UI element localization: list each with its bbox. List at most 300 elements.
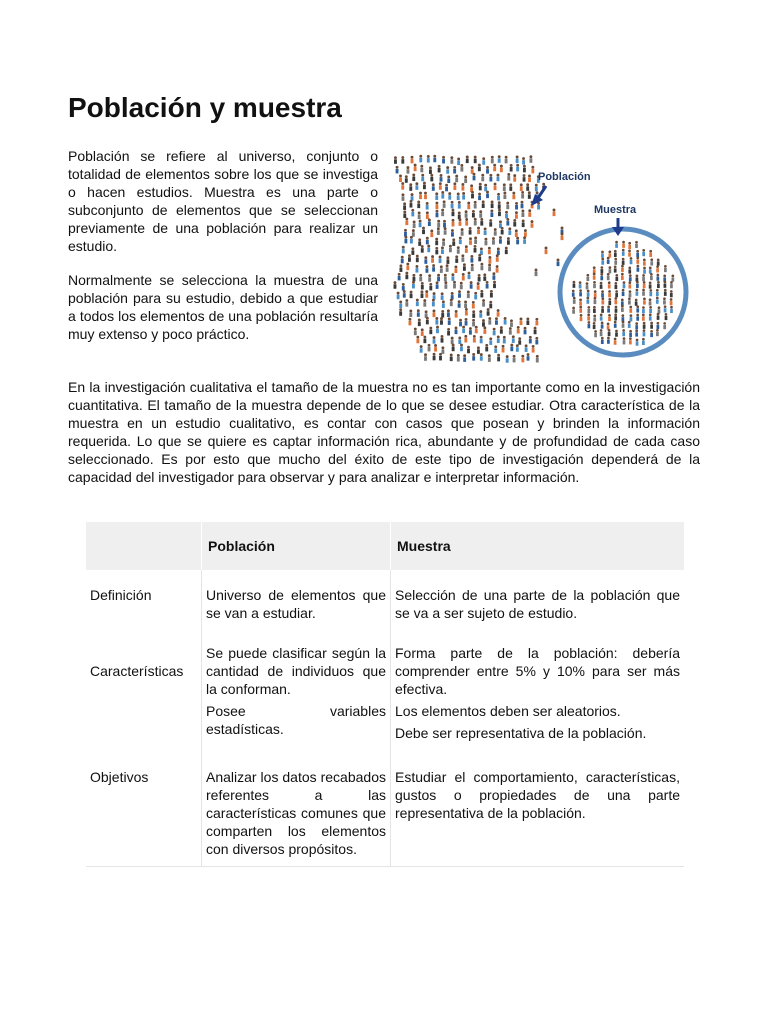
person-body bbox=[465, 213, 468, 218]
person-body bbox=[447, 312, 450, 317]
cell-objetivos-poblacion: Analizar los datos recabados referentes a las características comunes que comparten los elementos con diversos propósitos. bbox=[202, 752, 391, 867]
person-head bbox=[442, 300, 445, 303]
person-body bbox=[433, 356, 436, 361]
person-head bbox=[466, 156, 469, 159]
person-head bbox=[486, 281, 489, 284]
person-head bbox=[500, 165, 503, 168]
person-body bbox=[600, 316, 603, 320]
header-muestra: Muestra bbox=[391, 522, 685, 570]
person-head bbox=[573, 297, 576, 300]
person-body bbox=[429, 169, 432, 174]
person-head bbox=[657, 313, 660, 316]
person-body bbox=[477, 349, 480, 354]
person-head bbox=[447, 175, 450, 178]
person-head bbox=[517, 326, 520, 329]
person-body bbox=[431, 258, 434, 263]
person-body bbox=[421, 248, 424, 253]
person-body bbox=[433, 158, 436, 163]
person-body bbox=[436, 284, 439, 289]
person-body bbox=[671, 277, 674, 281]
person-head bbox=[471, 166, 474, 169]
person-head bbox=[594, 330, 597, 333]
person-head bbox=[480, 290, 483, 293]
person-body bbox=[622, 252, 625, 256]
person-head bbox=[614, 321, 617, 324]
person-body bbox=[649, 301, 652, 305]
person-body bbox=[607, 308, 610, 312]
table-row bbox=[86, 628, 684, 752]
person-head bbox=[656, 289, 659, 292]
person-head bbox=[435, 238, 438, 241]
person-head bbox=[446, 166, 449, 169]
cell-caracteristicas-poblacion-2: Posee variables estadísticas. bbox=[206, 703, 386, 737]
person-body bbox=[656, 268, 659, 272]
person-body bbox=[516, 167, 519, 172]
person-body bbox=[545, 250, 548, 255]
person-head bbox=[643, 281, 646, 284]
person-body bbox=[465, 321, 468, 326]
person-body bbox=[482, 322, 485, 327]
person-head bbox=[593, 281, 596, 284]
person-body bbox=[515, 205, 518, 210]
person-head bbox=[473, 335, 476, 338]
person-body bbox=[643, 332, 646, 336]
person-body bbox=[474, 295, 477, 300]
person-body bbox=[650, 333, 653, 337]
person-head bbox=[636, 339, 639, 342]
person-head bbox=[483, 326, 486, 329]
person-head bbox=[424, 256, 427, 259]
person-body bbox=[600, 276, 603, 280]
person-body bbox=[447, 331, 450, 336]
person-head bbox=[419, 155, 422, 158]
person-body bbox=[440, 320, 443, 325]
person-body bbox=[448, 320, 451, 325]
person-head bbox=[650, 330, 653, 333]
person-body bbox=[450, 357, 453, 362]
person-head bbox=[399, 308, 402, 311]
person-body bbox=[487, 311, 490, 316]
person-head bbox=[497, 247, 500, 250]
person-head bbox=[409, 183, 412, 186]
person-head bbox=[526, 317, 529, 320]
person-body bbox=[505, 250, 508, 255]
person-head bbox=[399, 174, 402, 177]
person-body bbox=[527, 356, 530, 361]
person-body bbox=[512, 195, 515, 200]
person-head bbox=[498, 155, 501, 158]
person-body bbox=[418, 322, 421, 327]
person-body bbox=[503, 339, 506, 344]
person-body bbox=[441, 212, 444, 217]
person-head bbox=[480, 336, 483, 339]
person-head bbox=[587, 290, 590, 293]
person-body bbox=[535, 321, 538, 326]
person-body bbox=[461, 257, 464, 262]
person-head bbox=[420, 345, 423, 348]
person-head bbox=[528, 209, 531, 212]
person-head bbox=[469, 237, 472, 240]
person-body bbox=[421, 177, 424, 182]
person-body bbox=[435, 195, 438, 200]
person-head bbox=[474, 292, 477, 295]
person-body bbox=[657, 261, 660, 265]
person-head bbox=[452, 209, 455, 212]
person-head bbox=[523, 165, 526, 168]
person-head bbox=[401, 156, 404, 159]
population-crowd bbox=[394, 155, 564, 363]
person-body bbox=[473, 338, 476, 343]
person-head bbox=[649, 266, 652, 269]
person-body bbox=[636, 284, 639, 288]
person-head bbox=[479, 183, 482, 186]
person-body bbox=[516, 159, 519, 164]
person-head bbox=[497, 335, 500, 338]
person-body bbox=[427, 248, 430, 253]
person-body bbox=[614, 324, 617, 328]
person-head bbox=[615, 282, 618, 285]
person-body bbox=[494, 348, 497, 353]
person-head bbox=[601, 266, 604, 269]
person-body bbox=[464, 179, 467, 184]
person-body bbox=[643, 325, 646, 329]
person-body bbox=[419, 195, 422, 200]
person-head bbox=[587, 313, 590, 316]
person-body bbox=[410, 239, 413, 244]
person-body bbox=[507, 176, 510, 181]
person-body bbox=[466, 159, 469, 164]
person-body bbox=[482, 203, 485, 208]
person-head bbox=[494, 183, 497, 186]
person-body bbox=[614, 300, 617, 304]
person-head bbox=[528, 175, 531, 178]
person-head bbox=[506, 355, 509, 358]
person-body bbox=[458, 204, 461, 209]
person-head bbox=[506, 218, 509, 221]
person-head bbox=[489, 301, 492, 304]
person-head bbox=[572, 307, 575, 310]
person-body bbox=[614, 316, 617, 320]
person-body bbox=[531, 223, 534, 228]
person-head bbox=[485, 344, 488, 347]
person-head bbox=[629, 306, 632, 309]
person-head bbox=[622, 329, 625, 332]
person-head bbox=[601, 297, 604, 300]
person-body bbox=[422, 230, 425, 235]
person-body bbox=[437, 230, 440, 235]
person-head bbox=[421, 282, 424, 285]
person-body bbox=[484, 187, 487, 192]
person-head bbox=[433, 292, 436, 295]
person-head bbox=[455, 255, 458, 258]
person-body bbox=[503, 186, 506, 191]
person-body bbox=[513, 177, 516, 182]
person-body bbox=[601, 253, 604, 257]
person-body bbox=[438, 168, 441, 173]
person-body bbox=[403, 205, 406, 210]
person-head bbox=[663, 322, 666, 325]
person-head bbox=[478, 254, 481, 257]
person-head bbox=[467, 346, 470, 349]
person-head bbox=[526, 183, 529, 186]
person-body bbox=[440, 268, 443, 273]
person-head bbox=[496, 265, 499, 268]
person-body bbox=[401, 185, 404, 190]
person-body bbox=[462, 195, 465, 200]
person-body bbox=[622, 324, 625, 328]
person-body bbox=[462, 276, 465, 281]
person-body bbox=[664, 268, 667, 272]
person-head bbox=[410, 200, 413, 203]
person-body bbox=[504, 320, 507, 325]
person-head bbox=[477, 282, 480, 285]
person-head bbox=[441, 246, 444, 249]
person-head bbox=[421, 328, 424, 331]
person-head bbox=[460, 344, 463, 347]
person-head bbox=[607, 337, 610, 340]
person-body bbox=[464, 338, 467, 343]
person-head bbox=[432, 183, 435, 186]
person-head bbox=[621, 299, 624, 302]
person-head bbox=[509, 183, 512, 186]
person-head bbox=[472, 301, 475, 304]
person-body bbox=[452, 347, 455, 352]
person-head bbox=[420, 165, 423, 168]
person-body bbox=[461, 186, 464, 191]
person-body bbox=[457, 161, 460, 166]
person-head bbox=[405, 175, 408, 178]
person-head bbox=[426, 202, 429, 205]
person-head bbox=[542, 183, 545, 186]
person-head bbox=[527, 353, 530, 356]
person-head bbox=[435, 202, 438, 205]
person-body bbox=[441, 338, 444, 343]
person-head bbox=[635, 322, 638, 325]
person-head bbox=[430, 174, 433, 177]
person-body bbox=[413, 224, 416, 229]
person-head bbox=[480, 353, 483, 356]
person-body bbox=[642, 341, 645, 345]
cell-objetivos-muestra: Estudiar el comportamiento, características, gustos o propiedades de una parte representativa de la población. bbox=[391, 752, 685, 867]
person-head bbox=[628, 321, 631, 324]
person-head bbox=[636, 274, 639, 277]
person-head bbox=[534, 327, 537, 330]
person-body bbox=[635, 325, 638, 329]
person-body bbox=[452, 212, 455, 217]
person-head bbox=[670, 281, 673, 284]
person-body bbox=[572, 310, 575, 314]
person-body bbox=[451, 232, 454, 237]
person-head bbox=[636, 281, 639, 284]
person-body bbox=[408, 321, 411, 326]
person-head bbox=[497, 309, 500, 312]
person-body bbox=[460, 167, 463, 172]
person-head bbox=[636, 314, 639, 317]
person-body bbox=[498, 158, 501, 163]
person-head bbox=[445, 184, 448, 187]
person-body bbox=[411, 250, 414, 255]
person-body bbox=[601, 260, 604, 264]
person-head bbox=[481, 174, 484, 177]
header-poblacion: Población bbox=[202, 522, 391, 570]
person-body bbox=[464, 304, 467, 309]
person-body bbox=[450, 302, 453, 307]
person-body bbox=[594, 300, 597, 304]
person-head bbox=[439, 353, 442, 356]
person-head bbox=[657, 281, 660, 284]
person-head bbox=[516, 164, 519, 167]
person-head bbox=[427, 155, 430, 158]
person-head bbox=[629, 290, 632, 293]
person-head bbox=[629, 330, 632, 333]
person-head bbox=[601, 251, 604, 254]
person-head bbox=[670, 306, 673, 309]
person-body bbox=[579, 284, 582, 288]
person-body bbox=[650, 261, 653, 265]
person-body bbox=[411, 159, 414, 164]
person-head bbox=[416, 255, 419, 258]
person-body bbox=[463, 357, 466, 362]
person-head bbox=[439, 182, 442, 185]
person-head bbox=[474, 218, 477, 221]
person-body bbox=[493, 167, 496, 172]
person-body bbox=[615, 332, 618, 336]
person-body bbox=[402, 249, 405, 254]
person-body bbox=[608, 301, 611, 305]
person-body bbox=[425, 268, 428, 273]
person-body bbox=[497, 312, 500, 317]
person-head bbox=[561, 227, 564, 230]
person-body bbox=[593, 276, 596, 280]
person-head bbox=[607, 257, 610, 260]
person-body bbox=[418, 215, 421, 220]
person-body bbox=[478, 277, 481, 282]
person-body bbox=[657, 316, 660, 320]
person-head bbox=[586, 297, 589, 300]
person-body bbox=[663, 300, 666, 304]
person-head bbox=[522, 157, 525, 160]
person-head bbox=[504, 317, 507, 320]
person-body bbox=[636, 292, 639, 296]
person-head bbox=[649, 314, 652, 317]
person-body bbox=[608, 317, 611, 321]
person-body bbox=[403, 214, 406, 219]
person-body bbox=[435, 320, 438, 325]
person-body bbox=[498, 204, 501, 209]
person-head bbox=[600, 329, 603, 332]
person-head bbox=[474, 236, 477, 239]
person-body bbox=[405, 221, 408, 226]
person-head bbox=[650, 273, 653, 276]
person-head bbox=[458, 201, 461, 204]
person-head bbox=[521, 209, 524, 212]
person-body bbox=[623, 284, 626, 288]
person-head bbox=[451, 292, 454, 295]
person-head bbox=[436, 281, 439, 284]
person-head bbox=[513, 219, 516, 222]
person-head bbox=[650, 258, 653, 261]
person-body bbox=[594, 293, 597, 297]
person-head bbox=[450, 354, 453, 357]
person-body bbox=[414, 167, 417, 172]
person-head bbox=[516, 344, 519, 347]
person-body bbox=[607, 260, 610, 264]
person-body bbox=[515, 214, 518, 219]
person-head bbox=[465, 308, 468, 311]
paragraph-qualitative: En la investigación cualitativa el tamaño de la muestra no es tan importante como en la investigación cuantitativa. El tamaño de la muestra depende de lo que se desee estudiar. Otra característica de la muestra en un estudio cualitativo, es contar con casos que posean y brinden la información requerida. Lo que se quiere es captar información rica, abundante y de profundidad de cada caso seleccionado. Es por esto que mucho del éxito de este tipo de investigación dependerá de la capacidad del investigador para observar y para analizar e interpretar información. bbox=[68, 379, 700, 485]
person-body bbox=[451, 276, 454, 281]
person-body bbox=[510, 322, 513, 327]
person-body bbox=[439, 259, 442, 264]
person-body bbox=[426, 214, 429, 219]
person-body bbox=[444, 230, 447, 235]
person-body bbox=[486, 284, 489, 289]
person-head bbox=[465, 210, 468, 213]
person-head bbox=[642, 289, 645, 292]
person-body bbox=[593, 284, 596, 288]
person-body bbox=[424, 356, 427, 361]
person-head bbox=[503, 183, 506, 186]
person-body bbox=[471, 194, 474, 199]
person-body bbox=[446, 267, 449, 272]
person-body bbox=[600, 285, 603, 289]
person-body bbox=[430, 233, 433, 238]
person-head bbox=[656, 265, 659, 268]
person-head bbox=[451, 201, 454, 204]
person-head bbox=[394, 156, 397, 159]
person-head bbox=[529, 155, 532, 158]
person-head bbox=[614, 297, 617, 300]
person-head bbox=[586, 282, 589, 285]
person-head bbox=[628, 281, 631, 284]
person-body bbox=[509, 186, 512, 191]
person-head bbox=[521, 355, 524, 358]
person-head bbox=[649, 306, 652, 309]
person-head bbox=[472, 310, 475, 313]
person-body bbox=[535, 340, 538, 345]
person-body bbox=[630, 317, 633, 321]
person-body bbox=[412, 277, 415, 282]
person-body bbox=[664, 284, 667, 288]
person-body bbox=[593, 325, 596, 329]
person-head bbox=[433, 336, 436, 339]
person-body bbox=[455, 330, 458, 335]
person-head bbox=[593, 266, 596, 269]
person-head bbox=[403, 202, 406, 205]
person-body bbox=[642, 252, 645, 256]
person-body bbox=[396, 169, 399, 174]
person-head bbox=[510, 319, 513, 322]
person-body bbox=[428, 347, 431, 352]
person-body bbox=[509, 330, 512, 335]
person-head bbox=[414, 164, 417, 167]
person-body bbox=[537, 205, 540, 210]
person-head bbox=[643, 267, 646, 270]
person-body bbox=[510, 167, 513, 172]
person-head bbox=[490, 209, 493, 212]
person-head bbox=[447, 309, 450, 312]
person-head bbox=[607, 273, 610, 276]
person-head bbox=[403, 210, 406, 213]
person-head bbox=[635, 299, 638, 302]
person-body bbox=[399, 178, 402, 183]
person-head bbox=[415, 265, 418, 268]
person-body bbox=[650, 276, 653, 280]
person-head bbox=[658, 306, 661, 309]
person-head bbox=[412, 281, 415, 284]
person-body bbox=[478, 167, 481, 172]
person-head bbox=[622, 314, 625, 317]
